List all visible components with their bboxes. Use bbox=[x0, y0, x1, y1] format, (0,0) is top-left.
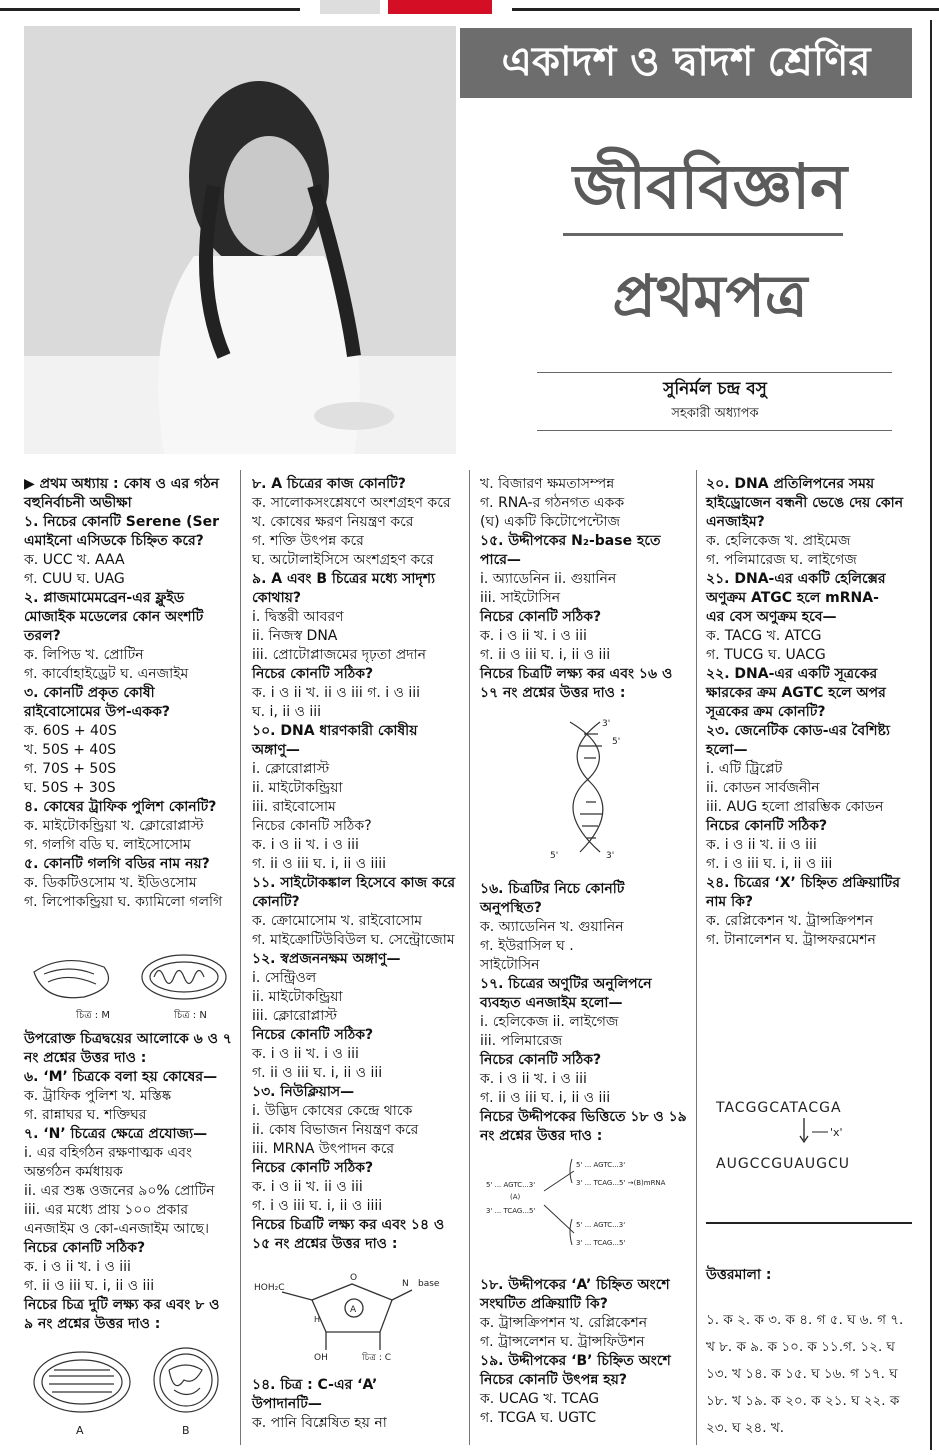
text-line: i. দ্বিস্তরী আবরণ bbox=[252, 609, 344, 625]
text-line: সংঘটিত প্রক্রিয়াটি কি? bbox=[480, 1296, 608, 1312]
text-line: নিচের কোনটি সঠিক? bbox=[706, 818, 828, 834]
author-name: সুনির্মল চন্দ্র বসু bbox=[663, 379, 767, 399]
text-line: iii. MRNA উৎপাদন করে bbox=[252, 1141, 395, 1157]
answers-text: ১. ক ২. ক ৩. ক ৪. গ ৫. ঘ ৬. গ ৭. খ ৮. ক ৯. ক ১০. ক ১১.গ. ১২. ঘ ১৩. খ ১৪. ক ১৫. ঘ ১৬. গ ১৭. ঘ ১৮. খ ১৯. ক ২০. ক ২১. ঘ ২২. ক ২৩. ঘ ২৪. খ. bbox=[706, 1312, 904, 1436]
text-line: ১৭. চিত্রের অণুটির অনুলিপনে bbox=[480, 976, 652, 992]
text-line: i. সেন্ট্রিওল bbox=[252, 970, 317, 986]
figure-label-n: চিত্র : N bbox=[174, 1010, 207, 1021]
ribose-figure-c bbox=[252, 1270, 462, 1365]
text-line: অনুপস্থিত? bbox=[480, 900, 542, 916]
text-line: ১০. DNA ধারণকারী কোষীয় bbox=[252, 723, 418, 739]
text-line: ১২. স্বপ্রজননক্ষম অঙ্গাণু— bbox=[252, 951, 401, 967]
text-line: ক. i ও ii খ. ii ও iii bbox=[252, 1179, 363, 1195]
class-banner: একাদশ ও দ্বাদশ শ্রেণির bbox=[460, 28, 912, 98]
diag-line-5: 5' ... AGTC...3' bbox=[576, 1221, 626, 1229]
text-line: ক. i ও ii খ. ii ও iii bbox=[706, 837, 817, 853]
text-line: গ. ii ও iii ঘ. i, ii ও iiii bbox=[252, 856, 387, 872]
text-line: i. অ্যাডেনিন ii. গুয়ানিন bbox=[480, 571, 617, 587]
text-line: অণুক্রম ATGC হলে mRNA- bbox=[706, 590, 879, 606]
text-line: iii. রাইবোসোম bbox=[252, 799, 336, 815]
text-line: ৩. কোনটি প্রকৃত কোষী bbox=[24, 685, 155, 701]
text-line: এমাইনো এসিডকে চিহ্নিত করে? bbox=[24, 533, 204, 549]
text-line: নং প্রশ্নের উত্তর দাও : bbox=[24, 1050, 147, 1066]
column-4 bbox=[706, 475, 926, 950]
author-rule-bottom bbox=[537, 430, 892, 431]
text-line: ৭. ‘N’ চিত্রের ক্ষেত্রে প্রযোজ্য— bbox=[24, 1126, 208, 1142]
text-line: অন্তর্গঠন কর্মধায়ক bbox=[24, 1164, 123, 1180]
text-line: ক. UCC খ. AAA bbox=[24, 552, 125, 568]
organelle-figure-ab bbox=[24, 1340, 234, 1440]
text-line: গ. ট্রান্সলেশন ঘ. ট্রান্সফিউশন bbox=[480, 1334, 645, 1350]
text-line: নিচের কোনটি সঠিক? bbox=[480, 1052, 602, 1068]
text-line: কোথায়? bbox=[252, 590, 302, 606]
text-line: গ. ইউরাসিল ঘ . bbox=[480, 938, 574, 954]
dna-end-3: 3' bbox=[602, 719, 611, 729]
text-line: গ. ii ও iii ঘ. i, ii ও iii bbox=[480, 647, 611, 663]
dna-end-5b: 5' bbox=[550, 851, 559, 861]
text-line: নিচের চিত্র দুটি লক্ষ্য কর এবং ৮ ও bbox=[24, 1297, 220, 1313]
diag-line-3: 5' ... AGTC...3' bbox=[576, 1161, 626, 1169]
text-line: গ. ii ও iii ঘ. i, ii ও iii bbox=[24, 1278, 155, 1294]
text-line: নিচের কোনটি সঠিক? bbox=[24, 1240, 146, 1256]
text-line: ক্ষারকের ক্রম AGTC হলে অপর bbox=[706, 685, 886, 701]
column-3-continued bbox=[480, 880, 692, 1146]
replication-diagram bbox=[484, 1155, 694, 1255]
text-line: ক. রেপ্লিকেশন খ. ট্রান্সক্রিপশন bbox=[706, 913, 874, 929]
text-line: বহুনির্বাচনী অভীক্ষা bbox=[24, 495, 132, 511]
text-line: গ. CUU ঘ. UAG bbox=[24, 571, 125, 587]
text-line: ক. হেলিকেজ খ. প্রাইমেজ bbox=[706, 533, 851, 549]
text-line: i. ক্লোরোপ্লাস্ট bbox=[252, 761, 330, 777]
text-line: iii. প্রোটোপ্লাজমের দৃঢ়তা প্রদান bbox=[252, 647, 426, 663]
text-line: i. হেলিকেজ ii. লাইগেজ bbox=[480, 1014, 619, 1030]
text-line: ১. নিচের কোনটি Serene (Ser bbox=[24, 514, 219, 530]
text-line: ক. পানি বিশ্লেষিত হয় না bbox=[252, 1415, 387, 1431]
text-line: পারে— bbox=[480, 552, 521, 568]
label-figure-c: চিত্র : C bbox=[362, 1353, 392, 1363]
text-line: গ. 70S + 50S bbox=[24, 761, 117, 777]
text-line: ঘ. i, ii ও iii bbox=[252, 704, 321, 720]
text-line: iii. এর মধ্যে প্রায় ১০০ প্রকার bbox=[24, 1202, 189, 1218]
text-line: ক. ক্রোমোসোম খ. রাইবোসোম bbox=[252, 913, 423, 929]
text-line: হাইড্রোজেন বন্ধনী ভেঙে দেয় কোন bbox=[706, 495, 904, 511]
text-line: ২২. DNA-এর একটি সূত্রকের bbox=[706, 666, 878, 682]
author-designation: সহকারী অধ্যাপক bbox=[671, 406, 759, 421]
label-a: A bbox=[350, 1305, 357, 1315]
organelle-figure-mn bbox=[24, 942, 234, 1022]
text-line: ক. সালোকসংশ্লেষণে অংশগ্রহণ করে bbox=[252, 495, 451, 511]
text-line: অঙ্গাণু— bbox=[252, 742, 300, 758]
text-line: গ. TCGA ঘ. UGTC bbox=[480, 1410, 597, 1426]
text-line: গ. কার্বোহাইড্রেট ঘ. এনজাইম bbox=[24, 666, 189, 682]
text-line: ক. ডিকটিওসোম খ. ইডিওসোম bbox=[24, 875, 197, 891]
text-line: ii. কোষ বিভাজন নিয়ন্ত্রণ করে bbox=[252, 1122, 419, 1138]
text-line: রাইবোসোমের উপ-একক? bbox=[24, 704, 171, 720]
answers-title: উত্তরমালা : bbox=[706, 1267, 772, 1283]
text-line: ক. i ও ii খ. i ও iii bbox=[480, 1071, 587, 1087]
diag-a: (A) bbox=[510, 1193, 521, 1201]
label-hoh2c: HOH₂C bbox=[254, 1283, 285, 1293]
text-line: ক. i ও ii খ. i ও iii bbox=[480, 628, 587, 644]
text-line: গ. লিপোকন্ড্রিয়া ঘ. ক্যামিলো গলগি bbox=[24, 894, 223, 910]
text-line: নিচের চিত্রটি লক্ষ্য কর এবং ১৪ ও bbox=[252, 1217, 445, 1233]
text-line: গ. পলিমারেজ ঘ. লাইগেজ bbox=[706, 552, 857, 568]
text-line: ২৩. জেনেটিক কোড-এর বৈশিষ্ট্য bbox=[706, 723, 890, 739]
answers-divider bbox=[706, 1222, 912, 1224]
diag-line-4: 3' ... TCAG...5' →(B)mRNA bbox=[576, 1179, 666, 1187]
column-2-continued bbox=[252, 1376, 464, 1433]
text-line: ২৪. চিত্রের ‘X’ চিহ্নিত প্রক্রিয়াটির bbox=[706, 875, 900, 891]
text-line: ৫. কোনটি গলগি বডির নাম নয়? bbox=[24, 856, 210, 872]
text-line: নং প্রশ্নের উত্তর দাও : bbox=[480, 1128, 603, 1144]
label-n: N bbox=[402, 1279, 409, 1289]
text-line: ii. এর শুষ্ক ওজনের ৯০% প্রোটিন bbox=[24, 1183, 215, 1199]
column-3-end bbox=[480, 1276, 692, 1428]
column-2 bbox=[252, 475, 464, 1254]
text-line: ৮. A চিত্রের কাজ কোনটি? bbox=[252, 476, 406, 492]
text-line: সূত্রকের ক্রম কোনটি? bbox=[706, 704, 826, 720]
column-1-continued bbox=[24, 1030, 236, 1334]
figure-label-a: A bbox=[76, 1424, 84, 1437]
text-line: গ. ii ও iii ঘ. i, ii ও iii bbox=[252, 1065, 383, 1081]
text-line: ১১. সাইটোকঙ্কাল হিসেবে কাজ করে bbox=[252, 875, 456, 891]
label-o: O bbox=[350, 1273, 358, 1283]
text-line: ii. নিজস্ব DNA bbox=[252, 628, 338, 644]
paper-title: প্রথমপত্র bbox=[612, 262, 808, 330]
text-line: সাইটোসিন bbox=[480, 957, 540, 973]
label-h: H bbox=[314, 1315, 321, 1324]
author-rule-top bbox=[537, 372, 892, 373]
text-line: এনজাইম ও কো-এনজাইম আছে। bbox=[24, 1221, 209, 1237]
column-divider bbox=[469, 470, 470, 1445]
figure-label-m: চিত্র : M bbox=[76, 1010, 110, 1021]
subject-title: জীববিজ্ঞান bbox=[572, 150, 848, 223]
diag-line-2: 3' ... TCAG...5' bbox=[486, 1207, 536, 1215]
text-line: ১৬. চিত্রটির নিচে কোনটি bbox=[480, 881, 625, 897]
text-line: নিচের কোনটি সঠিক? bbox=[252, 666, 374, 682]
column-divider bbox=[696, 470, 697, 1445]
text-line: ক. লিপিড খ. প্রোটিন bbox=[24, 647, 144, 663]
text-line: ৪. কোষের ট্রাফিক পুলিশ কোনটি? bbox=[24, 799, 217, 815]
text-line: iii. সাইটোসিন bbox=[480, 590, 561, 606]
column-3 bbox=[480, 475, 692, 703]
text-line: ১৫ নং প্রশ্নের উত্তর দাও : bbox=[252, 1236, 398, 1252]
text-line: ক. i ও ii খ. i ও iii bbox=[252, 1046, 359, 1062]
text-line: ক. ট্রান্সক্রিপশন খ. রেপ্লিকেশন bbox=[480, 1315, 648, 1331]
column-1 bbox=[24, 475, 236, 912]
text-line: হলো— bbox=[706, 742, 748, 758]
diag-line-6: 3' ... TCAG...5' bbox=[576, 1239, 626, 1247]
dna-end-5: 5' bbox=[612, 737, 621, 747]
text-line: নিচের চিত্রটি লক্ষ্য কর এবং ১৬ ও bbox=[480, 666, 673, 682]
text-line: ৯ নং প্রশ্নের উত্তর দাও : bbox=[24, 1316, 161, 1332]
text-line: ক. i ও ii খ. ii ও iii গ. i ও iii bbox=[252, 685, 421, 701]
text-line: ১৯. উদ্দীপকের ‘B’ চিহ্নিত অংশে bbox=[480, 1353, 671, 1369]
text-line: ক. i ও ii খ. i ও iii bbox=[24, 1259, 131, 1275]
column-divider bbox=[240, 470, 241, 1445]
text-line: ক. 60S + 40S bbox=[24, 723, 117, 739]
text-line: ২০. DNA প্রতিলিপনের সময় bbox=[706, 476, 875, 492]
text-line: এনজাইম? bbox=[706, 514, 765, 530]
answer-key bbox=[706, 1266, 912, 1442]
text-line: ▶ প্রথম অধ্যায় : কোষ ও এর গঠন bbox=[24, 476, 220, 492]
text-line: খ. 50S + 40S bbox=[24, 742, 117, 758]
text-line: গ. i ও iii ঘ. i, ii ও iii bbox=[706, 856, 833, 872]
text-line: মোজাইক মডেলের কোন অংশটি bbox=[24, 609, 204, 625]
student-photo bbox=[24, 26, 456, 454]
text-line: ii. মাইটোকন্ড্রিয়া bbox=[252, 989, 343, 1005]
text-line: গ. i ও iii ঘ. i, ii ও iiii bbox=[252, 1198, 383, 1214]
transcription-figure bbox=[712, 1092, 912, 1178]
text-line: i. উদ্ভিদ কোষের কেন্দ্রে থাকে bbox=[252, 1103, 413, 1119]
title-divider bbox=[563, 233, 843, 236]
text-line: ৬. ‘M’ চিত্রকে বলা হয় কোষের— bbox=[24, 1069, 218, 1085]
text-line: গ. রান্নাঘর ঘ. শক্তিঘর bbox=[24, 1107, 147, 1123]
text-line: ক. মাইটোকন্ড্রিয়া খ. ক্লোরোপ্লাস্ট bbox=[24, 818, 204, 834]
text-line: নিচের কোনটি সঠিক? bbox=[252, 818, 372, 834]
text-line: ১৮. উদ্দীপকের ‘A’ চিহ্নিত অংশে bbox=[480, 1277, 670, 1293]
text-line: তরল? bbox=[24, 628, 61, 644]
rna-sequence-bottom: AUGCCGUAUGCU bbox=[716, 1156, 851, 1172]
text-line: নিচের কোনটি সঠিক? bbox=[252, 1160, 374, 1176]
text-line: নিচের উদ্দীপকের ভিত্তিতে ১৮ ও ১৯ bbox=[480, 1109, 687, 1125]
figure-label-b: B bbox=[182, 1424, 190, 1437]
text-line: iii. AUG হলো প্রারম্ভিক কোডন bbox=[706, 799, 884, 815]
process-x-label: 'x' bbox=[830, 1126, 843, 1139]
text-line: গ. টানালেশন ঘ. ট্রান্সফরমেশন bbox=[706, 932, 876, 948]
text-line: কোনটি? bbox=[252, 894, 300, 910]
text-line: ক. ট্রাফিক পুলিশ খ. মস্তিষ্ক bbox=[24, 1088, 172, 1104]
dna-end-3b: 3' bbox=[606, 851, 615, 861]
label-base: base bbox=[418, 1279, 440, 1289]
text-line: গ. গলগি বডি ঘ. লাইসোসোম bbox=[24, 837, 191, 853]
text-line: (ঘ) একটি কিটোপেন্টোজ bbox=[480, 514, 621, 530]
text-line: ২১. DNA-এর একটি হেলিক্সের bbox=[706, 571, 886, 587]
text-line: ১৩. নিউক্লিয়াস— bbox=[252, 1084, 355, 1100]
text-line: এর বেস অণুক্রম হবে— bbox=[706, 609, 837, 625]
text-line: গ. মাইক্রোটিউবিউল ঘ. সেন্ট্রোজোম bbox=[252, 932, 455, 948]
text-line: ১৭ নং প্রশ্নের উত্তর দাও : bbox=[480, 685, 626, 701]
text-line: উপাদানটি— bbox=[252, 1396, 322, 1412]
text-line: ঘ. 50S + 30S bbox=[24, 780, 116, 796]
dna-helix-figure bbox=[540, 712, 640, 862]
text-line: ২. প্লাজমামেমব্রেন-এর ফ্লুইড bbox=[24, 590, 185, 606]
label-oh: OH bbox=[314, 1353, 328, 1363]
text-line: গ. RNA-র গঠনগত একক bbox=[480, 495, 625, 511]
text-line: ii. কোডন সার্বজনীন bbox=[706, 780, 820, 796]
text-line: ক. TACG খ. ATCG bbox=[706, 628, 822, 644]
text-line: নিচের কোনটি সঠিক? bbox=[480, 609, 602, 625]
text-line: গ. ii ও iii ঘ. i, ii ও iii bbox=[480, 1090, 611, 1106]
text-line: ঘ. অটোলাইসিসে অংশগ্রহণ করে bbox=[252, 552, 434, 568]
text-line: iii. পলিমারেজ bbox=[480, 1033, 563, 1049]
text-line: i. এর বহির্গঠন রক্ষণাত্মক এবং bbox=[24, 1145, 192, 1161]
text-line: ii. মাইটোকন্ড্রিয়া bbox=[252, 780, 343, 796]
text-line: নিচের কোনটি সঠিক? bbox=[252, 1027, 374, 1043]
text-line: নিচের কোনটি উৎপন্ন হয়? bbox=[480, 1372, 627, 1388]
text-line: iii. ক্লোরোপ্লাস্ট bbox=[252, 1008, 337, 1024]
text-line: গ. TUCG ঘ. UACG bbox=[706, 647, 826, 663]
text-line: গ. শক্তি উৎপন্ন করে bbox=[252, 533, 364, 549]
dna-sequence-top: TACGGCATACGA bbox=[716, 1100, 842, 1116]
text-line: ক. i ও ii খ. i ও iii bbox=[252, 837, 359, 853]
top-rule bbox=[0, 0, 939, 16]
text-line: ক. অ্যাডেনিন খ. গুয়ানিন bbox=[480, 919, 624, 935]
text-line: ৯. A এবং B চিত্রের মধ্যে সাদৃশ্য bbox=[252, 571, 436, 587]
column-divider bbox=[930, 20, 932, 1450]
text-line: ক. UCAG খ. TCAG bbox=[480, 1391, 600, 1407]
text-line: উপরোক্ত চিত্রদ্বয়ের আলোকে ৬ ও ৭ bbox=[24, 1031, 232, 1047]
diag-line-1: 5' ... AGTC...3' bbox=[486, 1181, 536, 1189]
text-line: ১৫. উদ্দীপকের N₂-base হতে bbox=[480, 533, 661, 549]
text-line: i. এটি ট্রিপ্লেট bbox=[706, 761, 783, 777]
text-line: ব্যবহৃত এনজাইম হলো— bbox=[480, 995, 623, 1011]
text-line: খ. কোষের ক্ষরণ নিয়ন্ত্রণ করে bbox=[252, 514, 414, 530]
text-line: খ. বিজারণ ক্ষমতাসম্পন্ন bbox=[480, 476, 615, 492]
text-line: নাম কি? bbox=[706, 894, 753, 910]
text-line: ১৪. চিত্র : C-এর ‘A’ bbox=[252, 1377, 378, 1393]
